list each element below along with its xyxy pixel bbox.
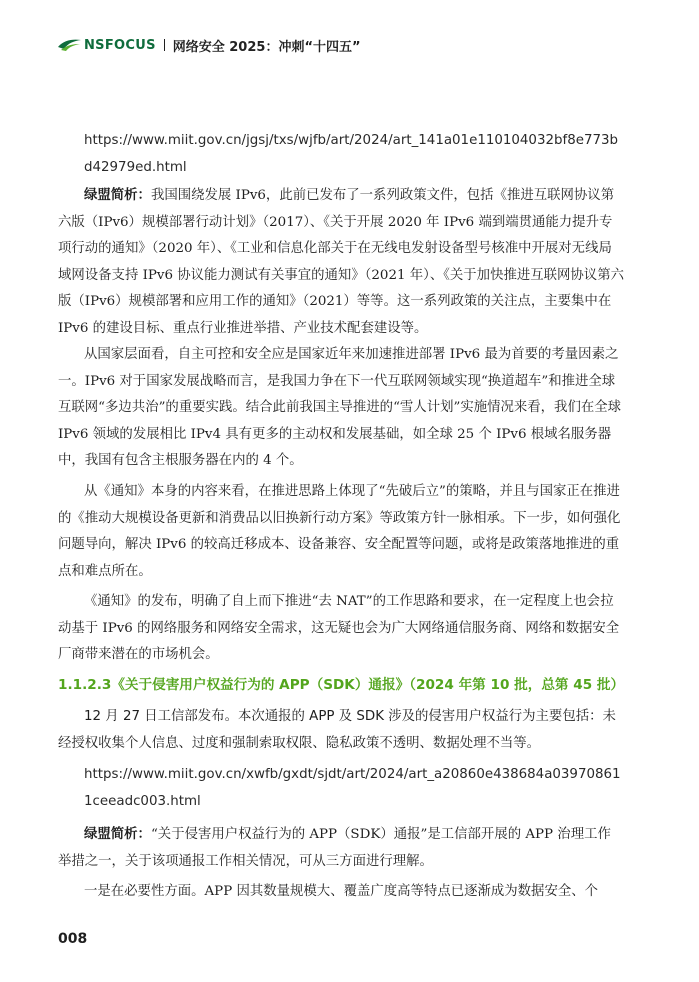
paragraph-national-level: 从国家层面看，自主可控和安全应是国家近年来加速推进部署 IPv6 最为首要的考量因素之一。IPv6 对于国家发展战略而言，是我国力争在下一代互联网领域实现“换道超车”和推进全球互联网“多边共治”的重要实践。结合此前我国主导推进的“雪人计划”实施情况来看，我们在全球 IPv6 领域的发展相比 IPv4 具有更多的主动权和发展基础，如全球 25 个 IPv6 根域名服务器中，我国有包含主根服务器在内的 4 个。 [58,347,622,468]
nsfocus-wing-icon [58,38,82,52]
source-url-1: https://www.miit.gov.cn/jgsj/txs/wjfb/art/2024/art_141a01e110104032bf8e773bd42979ed.html [84,133,619,175]
analysis-body-2: “关于侵害用户权益行为的 APP（SDK）通报”是工信部开展的 APP 治理工作举措之一，关于该项通报工作相关情况，可从三方面进行理解。 [58,827,611,869]
source-url-2: https://www.miit.gov.cn/xwfb/gxdt/sjdt/art/2024/art_a20860e438684a039708611ceeadc003.html [84,767,621,809]
analysis-lead-1: 绿盟简析： [84,188,151,203]
header-title: 网络安全 2025：冲刺“十四五” [172,39,361,55]
paragraph-report-summary: 12 月 27 日工信部发布。本次通报的 APP 及 SDK 涉及的侵害用户权益行为主要包括：未经授权收集个人信息、过度和强制索取权限、隐私政策不透明、数据处理不当等。 [58,709,616,751]
analysis-lead-2: 绿盟简析： [84,827,151,842]
paragraph-necessity: 一是在必要性方面。APP 因其数量规模大、覆盖广度高等特点已逐渐成为数据安全、个 [84,884,599,899]
nsfocus-logo [58,38,156,53]
analysis-paragraph-1 [58,183,624,342]
section-heading: 1.1.2.3《关于侵害用户权益行为的 APP（SDK）通报》（2024 年第 10 批，总第 45 批） [58,677,625,693]
header-separator [164,39,165,51]
logo-text: NSFOCUS [84,37,156,53]
page-header [58,34,361,56]
analysis-body-1: 我国围绕发展 IPv6，此前已发布了一系列政策文件，包括《推进互联网协议第六版（IPv6）规模部署行动计划》（2017）、《关于开展 2020 年 IPv6 端到端贯通能力提升专项行动的通知》（2020 年）、《工业和信息化部关于在无线电发射设备型号核准中开展对无线局域网设备支持 IPv6 协议能力测试有关事宜的通知》（2021 年）、《关于加快推进互联网协议第六版（IPv6）规模部署和应用工作的通知》（2021）等等。这一系列政策的关注点，主要集中在 IPv6 的建设目标、重点行业推进举措、产业技术配套建设等。 [58,188,624,336]
paragraph-notice-release: 《通知》的发布，明确了自上而下推进“去 NAT”的工作思路和要求，在一定程度上也会拉动基于 IPv6 的网络服务和网络安全需求，这无疑也会为广大网络通信服务商、网络和数据安全厂商带来潜在的市场机会。 [58,594,620,662]
paragraph-notice-content: 从《通知》本身的内容来看，在推进思路上体现了“先破后立”的策略，并且与国家正在推进的《推动大规模设备更新和消费品以旧换新行动方案》等政策方针一脉相承。下一步，如何强化问题导向，解决 IPv6 的较高迁移成本、设备兼容、安全配置等问题，或将是政策落地推进的重点和难点所在。 [58,484,621,579]
analysis-paragraph-2 [58,822,624,875]
page-number: 008 [58,931,88,947]
